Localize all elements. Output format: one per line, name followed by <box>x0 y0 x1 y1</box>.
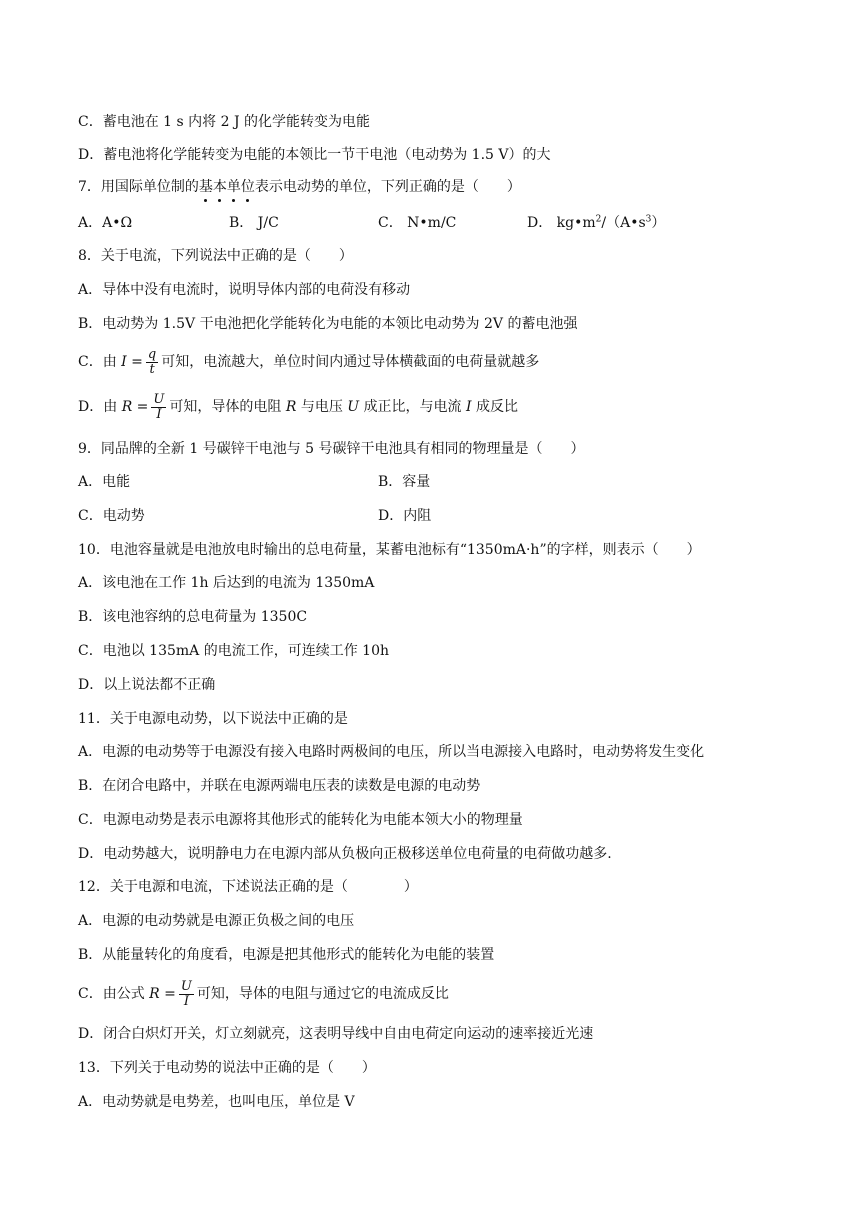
q12-option-c: C．由公式 R = $\frac{U}{I}$ 可知，导体的电阻与通过它的电流成反比 <box>78 978 449 1009</box>
q7-option-d: D． $kg•m^2/(A•s^3)$ <box>527 214 666 231</box>
q9-option-d: D．内阻 <box>378 508 432 524</box>
q8-option-b: B．电动势为 1.5V 干电池把化学能转化为电能的本领比电动势为 2V 的蓄电池强 <box>78 316 578 332</box>
q7-option-b: B． J/C <box>229 215 279 231</box>
q10-option-c: C．电池以 135mA 的电流工作，可连续工作 10h <box>78 643 390 659</box>
q8-stem: 8．关于电流，下列说法中正确的是（ ） <box>78 248 353 264</box>
formula-lhs: R = <box>149 986 176 1002</box>
q10-option-d: D．以上说法都不正确 <box>78 677 216 693</box>
formula-lhs: R = <box>121 399 149 415</box>
q9-stem: 9．同品牌的全新 1 号碳锌干电池与 5 号碳锌干电池具有相同的物理量是（ ） <box>78 441 585 457</box>
q13-option-a: A．电动势就是电势差，也叫电压，单位是 V <box>78 1094 355 1110</box>
formula-lhs: I = <box>121 354 143 370</box>
q9-option-c: C．电动势 <box>78 508 145 524</box>
q8-option-d: D．由 R = $\frac{U}{I}$ 可知，导体的电阻 R 与电压 U 成正比，与电流 I 成反比 <box>78 391 518 422</box>
q6-option-d: D．蓄电池将化学能转变为电能的本领比一节干电池（电动势为 1.5 V）的大 <box>78 147 551 163</box>
q11-option-d: D．电动势越大，说明静电力在电源内部从负极向正极移送单位电荷量的电荷做功越多. <box>78 846 612 862</box>
fraction-q-over-t: $\frac{q}{t}$ <box>147 346 157 377</box>
q11-stem: 11．关于电源电动势，以下说法中正确的是 <box>78 711 348 727</box>
q12-stem: 12．关于电源和电流，下述说法正确的是（ ） <box>78 879 418 895</box>
q7-stem-text-rest: 表示电动势的单位，下列正确的是（ ） <box>254 179 521 195</box>
q10-stem: 10．电池容量就是电池放电时输出的总电荷量，某蓄电池标有“1350mA·h”的字样，则表示（ ） <box>78 542 701 558</box>
q9-option-b: B．容量 <box>378 474 431 490</box>
q11-option-b: B．在闭合电路中，并联在电源两端电压表的读数是电源的电动势 <box>78 778 481 794</box>
fraction-u-over-i: $\frac{U}{I}$ <box>153 391 165 422</box>
q6-option-c: C．蓄电池在 1 s 内将 2 J 的化学能转变为电能 <box>78 114 371 130</box>
q7-option-c: C． N•m/C <box>378 215 457 231</box>
q12-option-d: D．闭合白炽灯开关，灯立刻就亮，这表明导线中自由电荷定向运动的速率接近光速 <box>78 1026 594 1042</box>
q8-option-a: A．导体中没有电流时，说明导体内部的电荷没有移动 <box>78 282 411 298</box>
fraction-u-over-i: $\frac{U}{I}$ <box>180 978 192 1009</box>
q10-option-a: A．该电池在工作 1h 后达到的电流为 1350mA <box>78 575 375 591</box>
q12-option-b: B．从能量转化的角度看，电源是把其他形式的能转化为电能的装置 <box>78 947 495 963</box>
q7-stem-text: 7．用国际单位制的 <box>78 179 199 195</box>
q10-option-b: B．该电池容纳的总电荷量为 1350C <box>78 609 308 625</box>
emphasis-dotted-text: 基本单位 <box>198 179 255 195</box>
q13-stem: 13．下列关于电动势的说法中正确的是（ ） <box>78 1060 376 1076</box>
q12-option-a: A．电源的电动势就是电源正负极之间的电压 <box>78 913 355 929</box>
q11-option-c: C．电源电动势是表示电源将其他形式的能转化为电能本领大小的物理量 <box>78 812 523 828</box>
q7-stem <box>78 177 521 197</box>
q11-option-a: A．电源的电动势等于电源没有接入电路时两极间的电压，所以当电源接入电路时，电动势将发生变化 <box>78 744 705 760</box>
q7-option-a: A．A•Ω <box>78 215 133 231</box>
q9-option-a: A．电能 <box>78 474 131 490</box>
q8-option-c: C．由 I = $\frac{q}{t}$ 可知，电流越大，单位时间内通过导体横截面的电荷量就越多 <box>78 346 540 377</box>
